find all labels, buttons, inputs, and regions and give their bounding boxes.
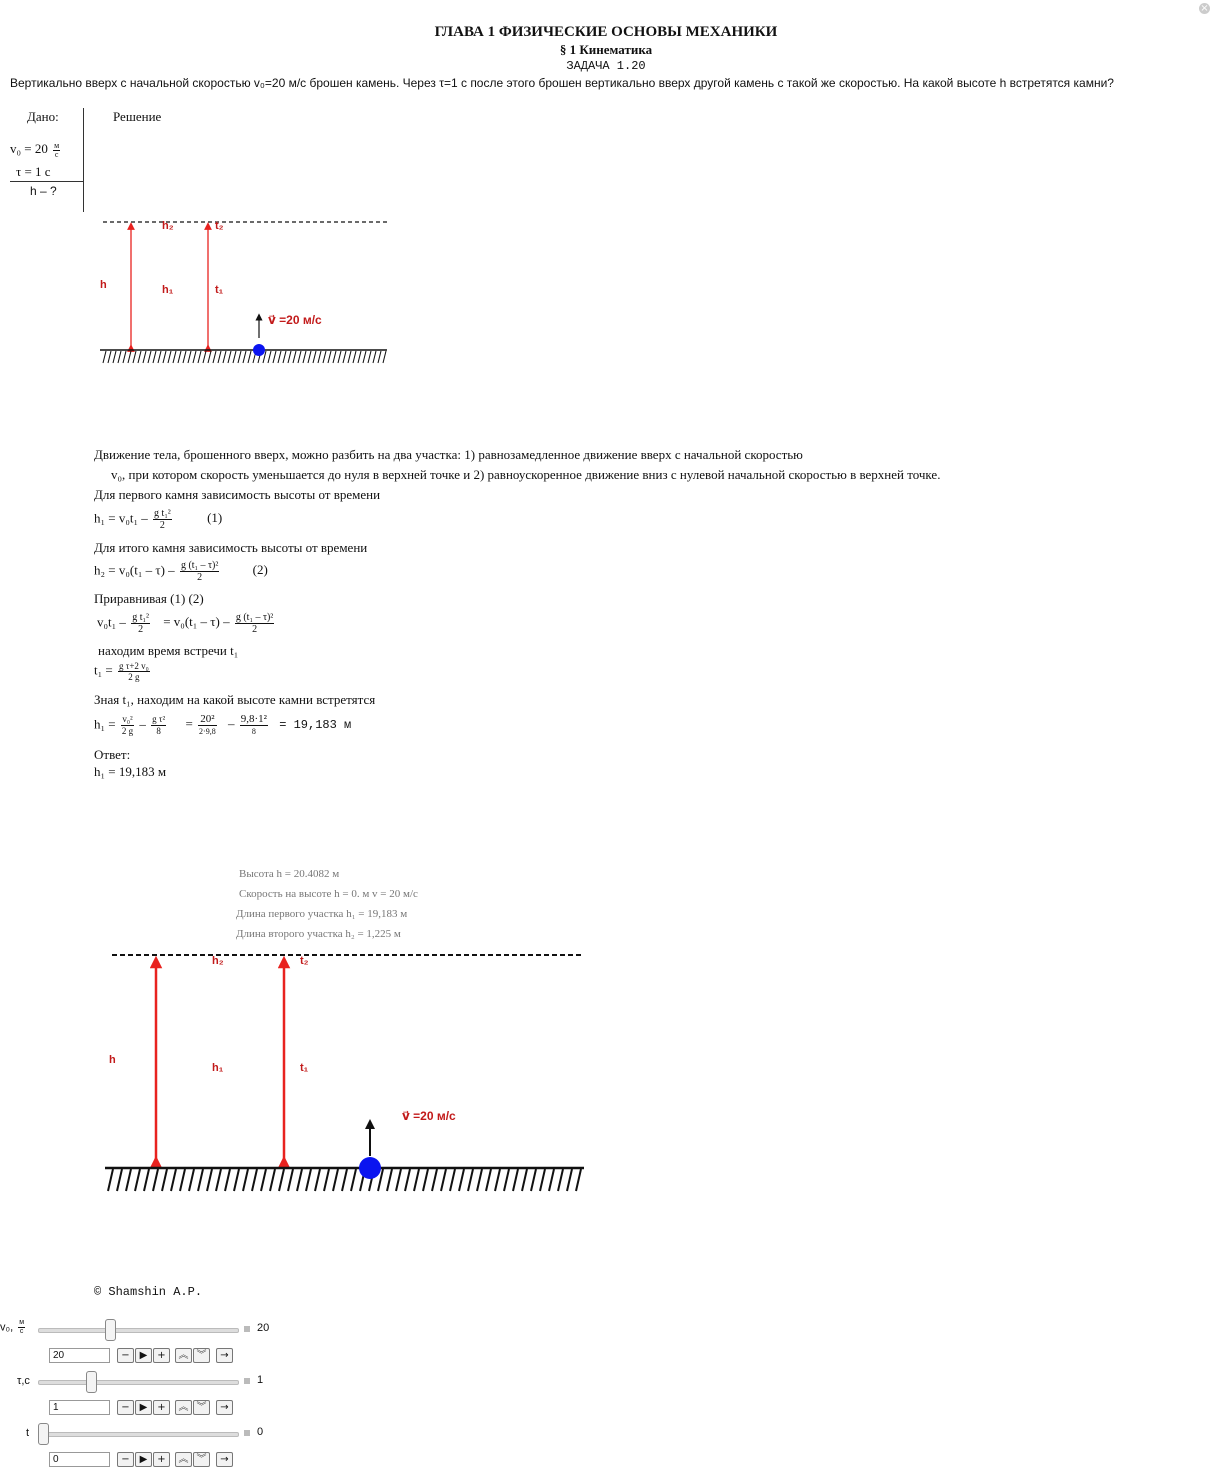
explanation-p3: Для первого камня зависимость высоты от времени (94, 487, 381, 502)
hatch-line (143, 351, 146, 363)
hatch-line (303, 351, 306, 363)
given-divider (83, 108, 84, 212)
hatch-line (133, 351, 136, 363)
minus-icon[interactable]: − (117, 1452, 134, 1467)
explanation-p6: находим время встречи t₁ (98, 643, 239, 658)
hatch-line (153, 1169, 158, 1191)
answer-value: h₁ = 19,183 м (94, 764, 167, 779)
slider-v0-track[interactable] (38, 1328, 239, 1333)
eq2-fraction: $\frac{\text{g (t₁ – τ)²}}{2}$ (180, 560, 219, 583)
ball-large (359, 1157, 381, 1179)
plus-icon[interactable]: + (153, 1400, 170, 1415)
eq3-fraction-a: $\frac{\text{g t₁²}}{2}$ (132, 612, 149, 635)
explanation-p4: Для итого камня зависимость высоты от времени (94, 540, 368, 555)
hatch-line (387, 1169, 392, 1191)
hatch-line (273, 351, 276, 363)
hatch-line (293, 351, 296, 363)
slider-v0-value: 20 (257, 1322, 270, 1334)
ball (253, 344, 265, 356)
hatch-line (414, 1169, 419, 1191)
eq5-result: = 19,183 м (279, 718, 352, 733)
slider-t-thumb[interactable] (38, 1423, 49, 1445)
slider-t-track[interactable] (38, 1432, 239, 1437)
input-t-field[interactable]: 0 (49, 1452, 110, 1467)
hatch-line (168, 351, 171, 363)
hatch-line (513, 1169, 518, 1191)
eq4-left: t₁ = (94, 662, 113, 678)
hatch-line (297, 1169, 302, 1191)
hatch-line (353, 351, 356, 363)
control-v0-label-text: v₀, (0, 1321, 14, 1334)
hatch-line (358, 351, 361, 363)
hatch-line (113, 351, 116, 363)
label-h-large: h (109, 1054, 116, 1066)
hatch-line (373, 351, 376, 363)
hatch-line (123, 351, 126, 363)
hatch-line (495, 1169, 500, 1191)
double-chevron-down-icon[interactable]: ︾ (193, 1452, 210, 1467)
arrow-right-icon[interactable]: → (216, 1400, 233, 1415)
given-label: Дано: (27, 109, 59, 124)
hatch-line (198, 1169, 203, 1191)
hatch-line (383, 351, 386, 363)
hatch-line (180, 1169, 185, 1191)
hatch-line (306, 1169, 311, 1191)
hatch-line (405, 1169, 410, 1191)
hatch-line (459, 1169, 464, 1191)
hatch-line (108, 1169, 113, 1191)
slider-v0-toggle-icon[interactable] (244, 1326, 250, 1332)
hatch-line (328, 351, 331, 363)
hatch-line (158, 351, 161, 363)
hatch-line (138, 351, 141, 363)
double-chevron-up-icon[interactable]: ︽ (175, 1400, 192, 1415)
label-h2-large: h₂ (212, 955, 224, 967)
hatch-line (423, 1169, 428, 1191)
explanation-p2: v₀, при котором скорость уменьшается до нуля в верхней точке и 2) равноускоренное движение вниз с нулевой начальной скоростью в верхней точке. (111, 467, 941, 482)
play-icon[interactable]: ▶ (135, 1452, 152, 1467)
hatch-line (396, 1169, 401, 1191)
slider-t-toggle-icon[interactable] (244, 1430, 250, 1436)
eq2-tag: (2) (252, 562, 268, 578)
hatch-line (308, 351, 311, 363)
eq2-left: h₂ = v₀(t₁ – τ) – (94, 562, 175, 578)
hatch-line (233, 351, 236, 363)
equation-1 (94, 508, 222, 531)
hatch-line (333, 351, 336, 363)
double-chevron-down-icon[interactable]: ︾ (193, 1400, 210, 1415)
sim-speed: Скорость на высоте h = 0. м v = 20 м/с (239, 888, 418, 900)
label-h-small: h (100, 279, 107, 291)
hatch-line (144, 1169, 149, 1191)
eq3-left: v₀t₁ – (97, 614, 126, 630)
hatch-line (318, 351, 321, 363)
hatch-line (213, 351, 216, 363)
input-v0-field[interactable]: 20 (49, 1348, 110, 1363)
hatch-line (216, 1169, 221, 1191)
hatch-line (338, 351, 341, 363)
hatch-line (368, 351, 371, 363)
hatch-line (173, 351, 176, 363)
hatch-line (108, 351, 111, 363)
given-v0 (10, 141, 62, 159)
hatch-line (183, 351, 186, 363)
hatch-line (313, 351, 316, 363)
hatch-line (103, 351, 106, 363)
hatch-line (252, 1169, 257, 1191)
label-h2-small: h₂ (162, 220, 174, 232)
eq5-equals: = (185, 716, 193, 732)
hatch-line (279, 1169, 284, 1191)
equation-3 (97, 612, 276, 635)
velocity-label-large: v⃗ =20 м/с (402, 1109, 456, 1123)
task-title: ЗАДАЧА 1.20 (566, 59, 646, 73)
hatch-line (270, 1169, 275, 1191)
eq1-left: h₁ = v₀t₁ – (94, 510, 148, 526)
eq3-fraction-b: $\frac{\text{g (t₁ – τ)²}}{2}$ (235, 612, 274, 635)
hatch-line (223, 351, 226, 363)
hatch-line (198, 351, 201, 363)
problem-text: Вертикально вверх с начальной скоростью v₀=20 м/с брошен камень. Через τ=1 с после этого брошен вертикально вверх другой камень с такой же скоростью. На какой высоте h встретятся камни? (10, 76, 1114, 90)
control-tau-label: τ,с (17, 1375, 30, 1387)
eq1-tag: (1) (207, 510, 223, 526)
hatch-line (208, 351, 211, 363)
hatch-line (343, 351, 346, 363)
hatch-line (576, 1169, 581, 1191)
equation-2 (94, 560, 268, 583)
hatch-line (324, 1169, 329, 1191)
eq3-right: = v₀(t₁ – τ) – (163, 614, 230, 630)
hatch-line (268, 351, 271, 363)
given-find: h – ? (30, 184, 57, 198)
minus-icon[interactable]: − (117, 1400, 134, 1415)
hatch-line (162, 1169, 167, 1191)
play-icon[interactable]: ▶ (135, 1400, 152, 1415)
hatch-line (540, 1169, 545, 1191)
hatch-line (486, 1169, 491, 1191)
explanation-p1: Движение тела, брошенного вверх, можно разбить на два участка: 1) равнозамедленное движение вверх с начальной скоростью (94, 447, 803, 462)
hatch-line (549, 1169, 554, 1191)
hatch-line (378, 351, 381, 363)
eq5-left: h₁ = (94, 716, 116, 732)
hatch-line (531, 1169, 536, 1191)
label-h1-small: h₁ (162, 284, 174, 296)
label-h1-large: h₁ (212, 1062, 224, 1074)
hatch-line (218, 351, 221, 363)
slider-tau-track[interactable] (38, 1380, 239, 1385)
hatch-line (163, 351, 166, 363)
sim-second-segment: Длина второго участка h₂ = 1,225 м (236, 928, 401, 940)
hatch-line (207, 1169, 212, 1191)
label-t2-small: t₂ (215, 220, 224, 232)
hatch-line (171, 1169, 176, 1191)
hatch-line (128, 351, 131, 363)
hatch-line (234, 1169, 239, 1191)
hatch-line (238, 351, 241, 363)
eq5-fraction-4: $\frac{\text{9,8·1²}}{8}$ (240, 713, 267, 736)
slider-tau-thumb[interactable] (86, 1371, 97, 1393)
eq4-fraction: $\frac{\text{g τ+2 v₀}}{2 g}$ (118, 661, 149, 682)
hatch-line (363, 351, 366, 363)
explanation-p7: Зная t₁, находим на какой высоте камни встретятся (94, 692, 376, 707)
hatch-line (298, 351, 301, 363)
hatch-line (441, 1169, 446, 1191)
hatch-line (450, 1169, 455, 1191)
hatch-line (288, 351, 291, 363)
chapter-title: ГЛАВА 1 ФИЗИЧЕСКИЕ ОСНОВЫ МЕХАНИКИ (434, 24, 778, 40)
control-v0-unit: $\frac{м}{с}$ (19, 1319, 24, 1335)
eq1-fraction: $\frac{\text{g t₁²}}{2}$ (154, 508, 171, 531)
hatch-line (203, 351, 206, 363)
slider-v0-thumb[interactable] (105, 1319, 116, 1341)
label-t2-large: t₂ (300, 955, 309, 967)
hatch-line (288, 1169, 293, 1191)
slider-tau-toggle-icon[interactable] (244, 1378, 250, 1384)
explanation-p5: Приравнивая (1) (2) (94, 591, 204, 606)
equation-4 (94, 661, 152, 682)
eq5-minus-2: – (227, 716, 235, 732)
control-t-label: t (26, 1427, 30, 1439)
double-chevron-up-icon[interactable]: ︽ (175, 1452, 192, 1467)
eq5-fraction-1: $\frac{\text{v₀²}}{2 g}$ (121, 714, 134, 736)
hatch-line (348, 351, 351, 363)
hatch-line (243, 1169, 248, 1191)
eq5-fraction-2: $\frac{\text{g τ²}}{8}$ (152, 714, 166, 736)
given-separator (10, 181, 84, 182)
hatch-line (178, 351, 181, 363)
solution-label: Решение (113, 109, 162, 124)
arrow-right-icon[interactable]: → (216, 1348, 233, 1363)
hatch-line (504, 1169, 509, 1191)
hatch-line (342, 1169, 347, 1191)
plus-icon[interactable]: + (153, 1452, 170, 1467)
play-icon[interactable]: ▶ (135, 1348, 152, 1363)
hatch-line (323, 351, 326, 363)
label-t1-small: t₁ (215, 284, 224, 296)
hatch-line (558, 1169, 563, 1191)
hatch-line (135, 1169, 140, 1191)
hatch-line (126, 1169, 131, 1191)
diagram-large (100, 944, 590, 1194)
hatch-line (248, 351, 251, 363)
hatch-line (278, 351, 281, 363)
hatch-line (243, 351, 246, 363)
answer-label: Ответ: (94, 747, 131, 762)
eq5-fraction-3: $\frac{\text{20²}}{2\cdot 9,8}$ (199, 713, 216, 736)
sim-height: Высота h = 20.4082 м (239, 868, 340, 880)
close-icon[interactable]: × (1200, 3, 1209, 14)
eq5-minus: – (139, 716, 146, 732)
hatch-line (153, 351, 156, 363)
velocity-label-small: v⃗ =20 м/с (268, 313, 322, 327)
hatch-line (225, 1169, 230, 1191)
hatch-line (351, 1169, 356, 1191)
hatch-line (193, 351, 196, 363)
diagram-small (95, 210, 395, 370)
hatch-line (283, 351, 286, 363)
slider-tau-value: 1 (257, 1374, 264, 1386)
hatch-line (228, 351, 231, 363)
hatch-line (188, 351, 191, 363)
given-tau: τ = 1 с (16, 164, 51, 179)
hatch-line (477, 1169, 482, 1191)
label-t1-large: t₁ (300, 1062, 309, 1074)
hatch-line (118, 351, 121, 363)
hatch-line (315, 1169, 320, 1191)
copyright: © Shamshin A.P. (94, 1285, 203, 1299)
double-chevron-up-icon[interactable]: ︽ (175, 1348, 192, 1363)
minus-icon[interactable]: − (117, 1348, 134, 1363)
hatch-line (432, 1169, 437, 1191)
hatch-line (148, 351, 151, 363)
hatch-line (567, 1169, 572, 1191)
hatch-line (189, 1169, 194, 1191)
control-v0-label (0, 1319, 27, 1336)
hatch-line (522, 1169, 527, 1191)
arrow-right-icon[interactable]: → (216, 1452, 233, 1467)
plus-icon[interactable]: + (153, 1348, 170, 1363)
given-v0-unit: $\frac{м}{с}$ (54, 140, 60, 159)
section-title: § 1 Кинематика (559, 42, 653, 57)
input-tau-field[interactable]: 1 (49, 1400, 110, 1415)
hatch-line (117, 1169, 122, 1191)
ground-hatch (103, 351, 386, 363)
hatch-line (261, 1169, 266, 1191)
given-v0-text: v₀ = 20 (10, 141, 48, 156)
sim-first-segment: Длина первого участка h₁ = 19,183 м (236, 908, 408, 920)
slider-t-value: 0 (257, 1426, 264, 1438)
hatch-line (333, 1169, 338, 1191)
hatch-line (468, 1169, 473, 1191)
equation-5 (94, 713, 351, 738)
double-chevron-down-icon[interactable]: ︾ (193, 1348, 210, 1363)
ground-hatch-large (108, 1169, 581, 1191)
